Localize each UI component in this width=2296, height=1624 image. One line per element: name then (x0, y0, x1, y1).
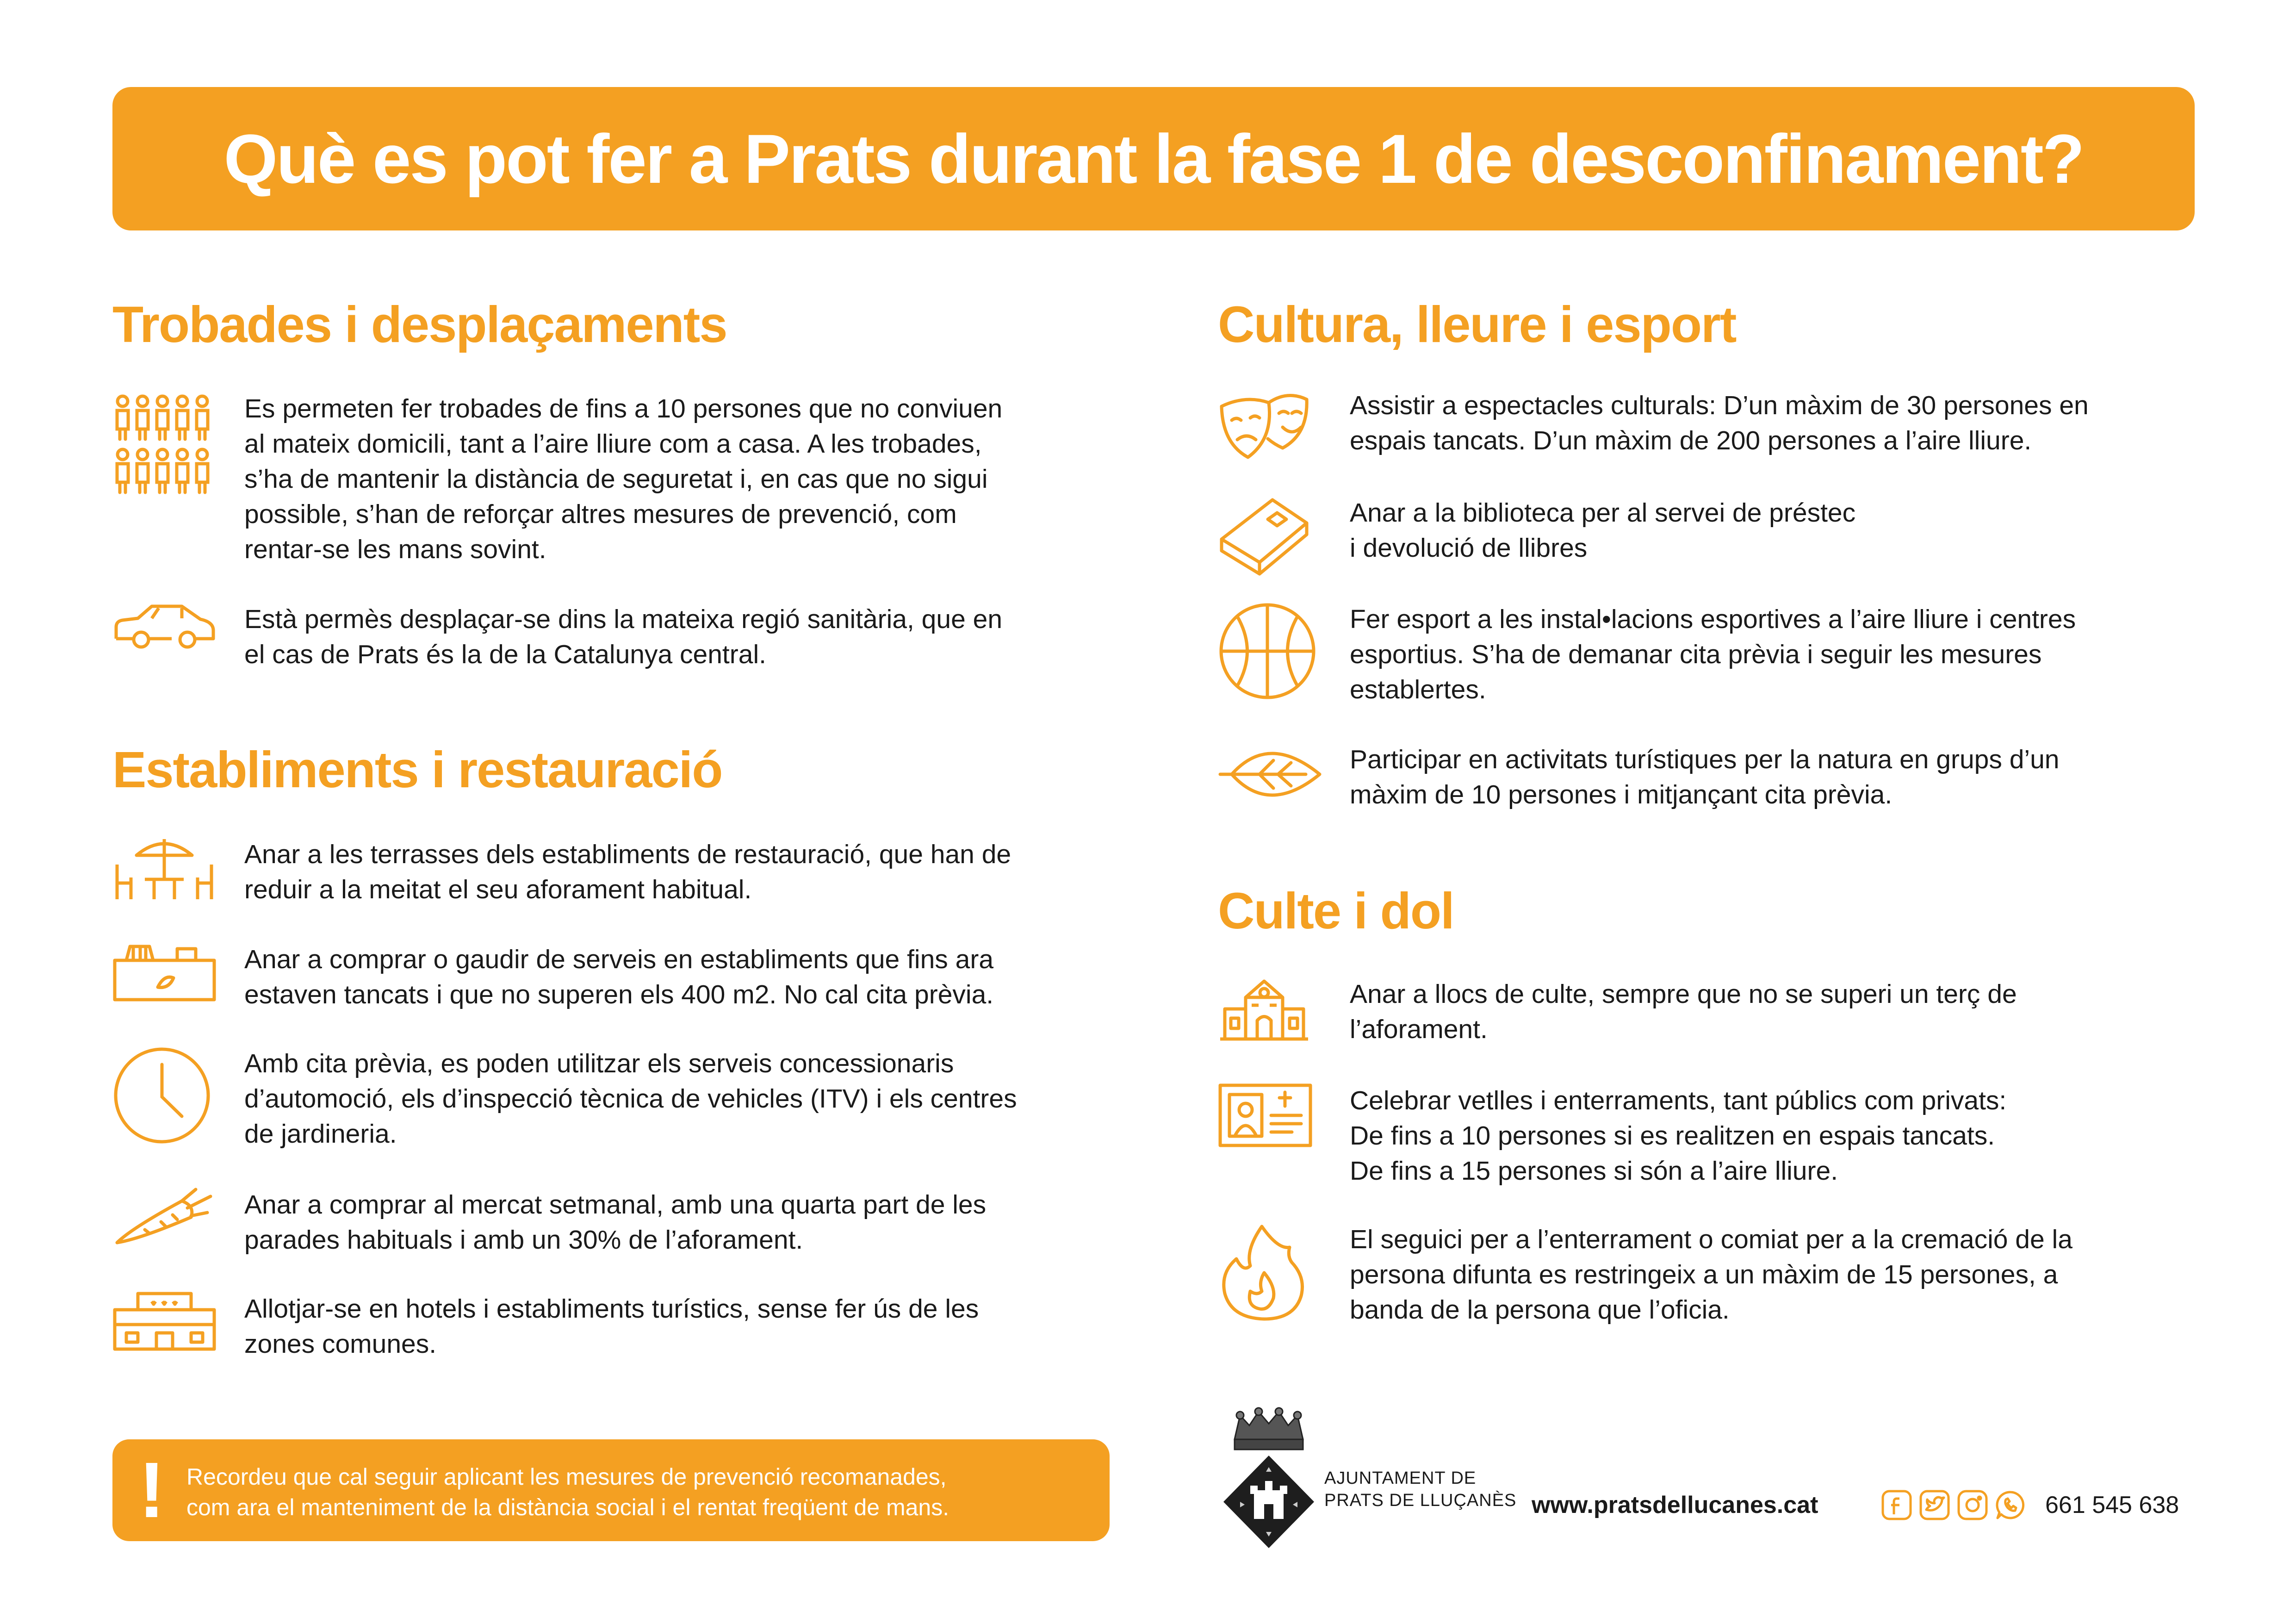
book-icon (1218, 495, 1310, 576)
item-text: Assistir a espectacles culturals: D’un màxim de 30 persones en espais tancats. D’un màxim de 200 persones a l’aire lliure. (1350, 391, 2089, 455)
section-title-culte: Culte i dol (1218, 883, 1454, 940)
flame-icon (1218, 1222, 1310, 1321)
item-text: Anar a comprar o gaudir de serveis en establiments que fins ara estaven tancats i que no superen els 400 m2. No cal cita prèvia. (244, 945, 994, 1009)
item-text: Allotjar-se en hotels i establiments turístics, sense fer ús de les zones comunes. (244, 1294, 979, 1359)
item-text: Anar a les terrasses dels establiments de restauració, que han de reduir a la meitat el seu aforament habitual. (244, 840, 1011, 904)
item-text: Està permès desplaçar-se dins la mateixa regió sanitària, que en el cas de Prats és la de la Catalunya central. (244, 604, 1003, 669)
item-text: Anar a llocs de culte, sempre que no se superi un terç de l’aforament. (1350, 979, 2017, 1044)
instagram-icon[interactable] (1957, 1489, 1988, 1521)
clock-icon (112, 1046, 217, 1150)
exclamation-icon: ! (138, 1446, 165, 1534)
phone-number: 661 545 638 (2045, 1492, 2179, 1518)
town-council-name: AJUNTAMENT DE PRATS DE LLUÇANÈS (1324, 1468, 1517, 1510)
item-text: Fer esport a les instal•lacions esportives a l’aire lliure i centres esportius. S’ha de demanar cita prèvia i seguir les mesures establertes. (1350, 604, 2076, 704)
town-coat-of-arms-logo (1222, 1407, 1316, 1553)
basketball-icon (1218, 602, 1317, 701)
item-text: Es permeten fer trobades de fins a 10 persones que no conviuen al mateix domicili, tant a l’aire lliure com a casa. A les trobades, s’ha de mantenir la distància de seguretat i, en cas que no sigui possible, s’han de reforçar altres mesures de prevenció, com rentar-se les mans sovint. (244, 394, 1003, 564)
section-title-establiments: Establiments i restauració (112, 741, 722, 798)
church-icon (1218, 977, 1310, 1041)
facebook-icon[interactable] (1881, 1489, 1912, 1521)
hotel-icon (112, 1291, 217, 1351)
item-text: Participar en activitats turístiques per la natura en grups d’un màxim de 10 persones i mitjançant cita prèvia. (1350, 745, 2060, 809)
item-text: Celebrar vetlles i enterraments, tant públics com privats: De fins a 10 persones si es realitzen en espais tancats. De fins a 15 persones si són a l’aire lliure. (1350, 1086, 2007, 1186)
carrot-icon (112, 1187, 217, 1247)
section-title-trobades: Trobades i desplaçaments (112, 296, 727, 353)
group-of-people-icon (112, 391, 217, 495)
whatsapp-icon[interactable] (1995, 1489, 2026, 1521)
leaf-icon (1218, 742, 1322, 807)
reminder-notice (112, 1439, 1110, 1541)
theatre-masks-icon (1218, 388, 1310, 467)
title-banner (112, 87, 2195, 230)
social-icons (1881, 1489, 2026, 1521)
item-text: El seguici per a l’enterrament o comiat per a la cremació de la persona difunta es restringeix a un màxim de 15 persones, a banda de la persona que l’oficia. (1350, 1225, 2073, 1325)
website-link[interactable]: www.pratsdellucanes.cat (1532, 1492, 1818, 1518)
notice-text: Recordeu que cal seguir aplicant les mesures de prevenció recomanades, com ara el manteniment de la distància social i el rentat freqüent de mans. (186, 1464, 949, 1520)
shop-counter-icon (112, 942, 217, 1002)
item-text: Anar a comprar al mercat setmanal, amb una quarta part de les parades habituals i amb un 30% de l’aforament. (244, 1190, 987, 1255)
twitter-icon[interactable] (1919, 1489, 1950, 1521)
terrace-table-icon (112, 837, 217, 902)
obituary-card-icon (1218, 1083, 1313, 1148)
item-text: Amb cita prèvia, es poden utilitzar els serveis concessionaris d’automoció, els d’inspecció tècnica de vehicles (ITV) i els centres de jardineria. (244, 1049, 1017, 1149)
page-title: Què es pot fer a Prats durant la fase 1 de desconfinament? (223, 119, 2084, 198)
section-title-cultura: Cultura, lleure i esport (1218, 296, 1736, 353)
item-text: Anar a la biblioteca per al servei de préstec i devolució de llibres (1350, 498, 1856, 563)
car-icon (112, 602, 217, 653)
